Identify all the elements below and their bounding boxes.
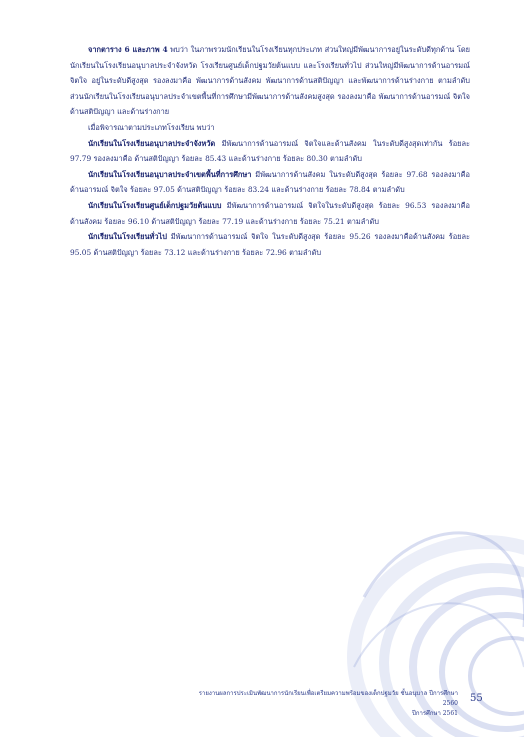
paragraph-model-center	[70, 198, 470, 229]
paragraph-lead: นักเรียนในโรงเรียนศูนย์เด็กปฐมวัยต้นแบบ	[88, 200, 222, 210]
paragraph-lead: นักเรียนในโรงเรียนอนุบาลประจำเขตพื้นที่การศึกษา	[88, 169, 252, 179]
paragraph-provincial	[70, 136, 470, 167]
paragraph-lead: นักเรียนในโรงเรียนอนุบาลประจำจังหวัด	[88, 138, 216, 148]
paragraph-general	[70, 229, 470, 260]
body-text	[70, 42, 470, 260]
paragraph-text: มีพัฒนาการด้านอารมณ์ จิตใจและด้านสังคม ในระดับดีสูงสุดเท่ากัน ร้อยละ 97.79 รองลงมาคือ ด้านสติปัญญา ร้อยละ 85.43 และด้านร่างกาย ร้อยละ 80.30 ตามลำดับ	[70, 138, 470, 164]
paragraph-summary	[70, 42, 470, 120]
footer-note	[198, 689, 458, 719]
paragraph-lead: นักเรียนในโรงเรียนทั่วไป	[88, 232, 167, 242]
paragraph-consider: เมื่อพิจารณาตามประเภทโรงเรียน พบว่า	[88, 122, 215, 132]
footer-year: ปีการศึกษา 2561	[412, 710, 458, 717]
footer-title: รายงานผลการประเมินพัฒนาการนักเรียนเพื่อเตรียมความพร้อมของเด็กปฐมวัย ชั้นอนุบาล ปีการศึกษา 2560	[198, 690, 458, 707]
paragraph-text: มีพัฒนาการด้านสังคม ในระดับดีสูงสุด ร้อยละ 97.68 รองลงมาคือ ด้านอารมณ์ จิตใจ ร้อยละ 97.05 ด้านสติปัญญา ร้อยละ 83.24 และด้านร่างกาย ร้อยละ 78.84 ตามลำดับ	[70, 169, 470, 195]
page-number: 55	[470, 693, 483, 704]
paragraph-lead: จากตาราง 6 และภาพ 4	[88, 45, 168, 54]
paragraph-text: พบว่า ในภาพรวมนักเรียนในโรงเรียนทุกประเภท ส่วนใหญ่มีพัฒนาการอยู่ในระดับดีทุกด้าน โดยนักเรียนในโรงเรียนอนุบาลประจำจังหวัด โรงเรียนศูนย์เด็กปฐมวัยต้นแบบ และโรงเรียนทั่วไป ส่วนใหญ่มีพัฒนาการด้านอารมณ์ จิตใจ อยู่ในระดับดีสูงสุด รองลงมาคือ พัฒนาการด้านสังคม พัฒนาการด้านสติปัญญา และพัฒนาการด้านร่างกาย ตามลำดับ ส่วนนักเรียนในโรงเรียนอนุบาลประจำเขตพื้นที่การศึกษามีพัฒนาการด้านสังคมสูงสุด รองลงมาคือ พัฒนาการด้านอารมณ์ จิตใจ ด้านสติปัญญา และด้านร่างกาย	[70, 45, 471, 117]
paragraph-district	[70, 167, 470, 198]
paragraph-text: มีพัฒนาการด้านอารมณ์ จิตใจ ในระดับดีสูงสุด ร้อยละ 95.26 รองลงมาคือด้านสังคม ร้อยละ 95.05 ด้านสติปัญญา ร้อยละ 73.12 และด้านร่างกาย ร้อยละ 72.96 ตามลำดับ	[70, 232, 470, 257]
paragraph-text: มีพัฒนาการด้านอารมณ์ จิตใจในระดับดีสูงสุด ร้อยละ 96.53 รองลงมาคือ ด้านสังคม ร้อยละ 96.10 ด้านสติปัญญา ร้อยละ 77.19 และด้านร่างกาย ร้อยละ 75.21 ตามลำดับ	[70, 200, 470, 226]
